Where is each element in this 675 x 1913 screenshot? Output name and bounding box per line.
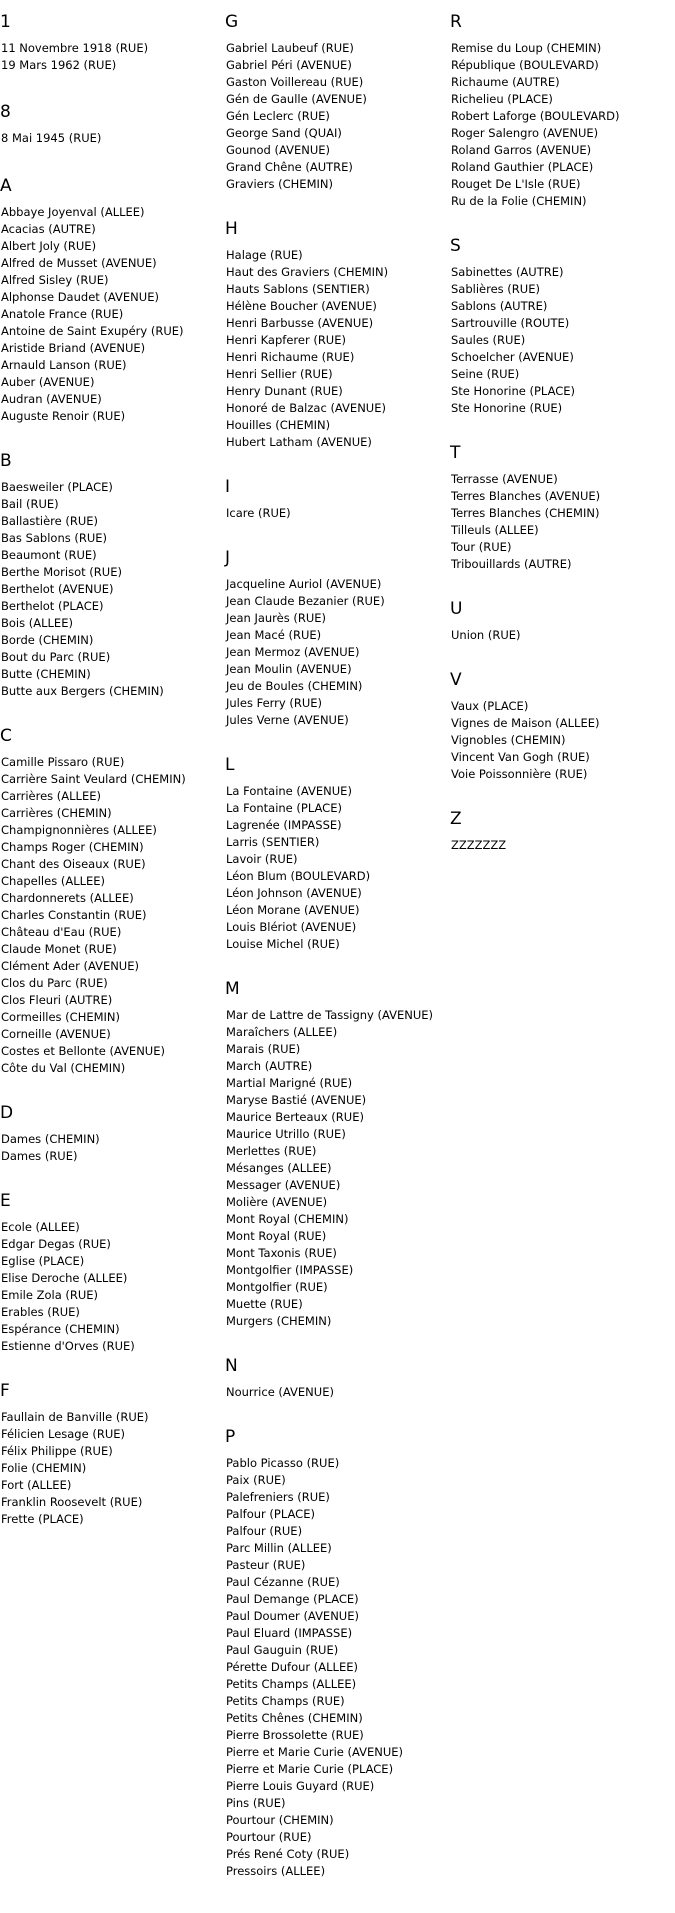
street-link[interactable]: Sablières (RUE) <box>451 282 540 296</box>
street-link[interactable]: Saules (RUE) <box>451 333 526 347</box>
street-link[interactable]: Palfour (RUE) <box>226 1524 303 1538</box>
letter-heading: M <box>225 979 240 999</box>
letter-group <box>0 726 220 1091</box>
street-link[interactable]: Erables (RUE) <box>1 1305 80 1319</box>
street-link[interactable]: ZZZZZZZ <box>451 838 507 852</box>
group-spacer <box>225 193 445 207</box>
street-link[interactable]: Maraîchers (ALLEE) <box>226 1025 338 1039</box>
street-link[interactable]: Halage (RUE) <box>226 248 303 262</box>
street-link[interactable]: Butte (CHEMIN) <box>1 667 91 681</box>
street-link[interactable]: Jean Mermoz (AVENUE) <box>226 645 360 659</box>
group-spacer <box>450 417 670 431</box>
letter-group <box>450 599 670 658</box>
street-link[interactable]: Paix (RUE) <box>226 1473 286 1487</box>
group-spacer <box>225 522 445 536</box>
street-index-column-3 <box>450 0 670 868</box>
street-link[interactable]: Chapelles (ALLEE) <box>1 874 106 888</box>
street-link[interactable]: Marais (RUE) <box>226 1042 301 1056</box>
street-link[interactable]: Martial Marigné (RUE) <box>226 1076 353 1090</box>
street-link[interactable]: Voie Poissonnière (RUE) <box>451 767 588 781</box>
letter-group <box>450 236 670 431</box>
street-link[interactable]: Montgolfier (IMPASSE) <box>226 1263 354 1277</box>
group-spacer <box>450 854 670 868</box>
street-link[interactable]: Gén Leclerc (RUE) <box>226 109 330 123</box>
letter-group <box>0 1381 220 1542</box>
street-link[interactable]: Tilleuls (ALLEE) <box>451 523 539 537</box>
street-link[interactable]: Pins (RUE) <box>226 1796 286 1810</box>
street-link[interactable]: Nourrice (AVENUE) <box>226 1385 334 1399</box>
letter-heading: B <box>0 451 12 471</box>
street-link[interactable]: Auber (AVENUE) <box>1 375 95 389</box>
letter-group <box>225 219 445 465</box>
street-link[interactable]: Mésanges (ALLEE) <box>226 1161 332 1175</box>
street-link[interactable]: Pasteur (RUE) <box>226 1558 306 1572</box>
group-spacer <box>450 210 670 224</box>
street-link[interactable]: Borde (CHEMIN) <box>1 633 94 647</box>
street-link[interactable]: Pierre Brossolette (RUE) <box>226 1728 364 1742</box>
street-link[interactable]: Messager (AVENUE) <box>226 1178 341 1192</box>
group-spacer <box>0 74 220 88</box>
street-link[interactable]: Vignes de Maison (ALLEE) <box>451 716 600 730</box>
street-link[interactable]: Merlettes (RUE) <box>226 1144 317 1158</box>
letter-heading: J <box>225 548 231 568</box>
street-link[interactable]: Château d'Eau (RUE) <box>1 925 122 939</box>
street-link[interactable]: Lavoir (RUE) <box>226 852 298 866</box>
street-link[interactable]: Hubert Latham (AVENUE) <box>226 435 372 449</box>
letter-group <box>450 443 670 587</box>
street-link[interactable]: Pressoirs (ALLEE) <box>226 1864 326 1878</box>
street-list <box>450 837 670 854</box>
street-link[interactable]: Henri Richaume (RUE) <box>226 350 355 364</box>
street-link[interactable]: Champs Roger (CHEMIN) <box>1 840 144 854</box>
street-link[interactable]: Larris (SENTIER) <box>226 835 320 849</box>
street-link[interactable]: Paul Cézanne (RUE) <box>226 1575 340 1589</box>
street-link[interactable]: Haut des Graviers (CHEMIN) <box>226 265 389 279</box>
letter-heading: L <box>225 755 235 775</box>
street-link[interactable]: Icare (RUE) <box>226 506 291 520</box>
street-link[interactable]: Chardonnerets (ALLEE) <box>1 891 134 905</box>
street-list <box>0 130 220 147</box>
street-link[interactable]: Gén de Gaulle (AVENUE) <box>226 92 367 106</box>
street-link[interactable]: Anatole France (RUE) <box>1 307 124 321</box>
street-link[interactable]: Tribouillards (AUTRE) <box>451 557 572 571</box>
street-link[interactable]: Pourtour (RUE) <box>226 1830 312 1844</box>
street-link[interactable]: George Sand (QUAI) <box>226 126 342 140</box>
street-link[interactable]: Vincent Van Gogh (RUE) <box>451 750 590 764</box>
street-link[interactable]: Carrières (CHEMIN) <box>1 806 112 820</box>
street-link[interactable]: Union (RUE) <box>451 628 521 642</box>
street-link[interactable]: Terrasse (AVENUE) <box>451 472 558 486</box>
street-link[interactable]: Robert Laforge (BOULEVARD) <box>451 109 620 123</box>
letter-group <box>225 1356 445 1415</box>
letter-group <box>0 1191 220 1369</box>
street-list <box>0 40 220 74</box>
street-link[interactable]: Cormeilles (CHEMIN) <box>1 1010 121 1024</box>
street-list <box>0 1409 220 1528</box>
group-spacer <box>450 783 670 797</box>
street-link[interactable]: Elise Deroche (ALLEE) <box>1 1271 128 1285</box>
letter-heading: T <box>450 443 461 463</box>
street-link[interactable]: Chant des Oiseaux (RUE) <box>1 857 146 871</box>
letter-heading: F <box>0 1381 10 1401</box>
street-link[interactable]: Alfred de Musset (AVENUE) <box>1 256 157 270</box>
letter-group <box>0 451 220 714</box>
street-link[interactable]: Paul Doumer (AVENUE) <box>226 1609 359 1623</box>
street-link[interactable]: Montgolfier (RUE) <box>226 1280 328 1294</box>
street-link[interactable]: Palefreniers (RUE) <box>226 1490 330 1504</box>
street-link[interactable]: Muette (RUE) <box>226 1297 303 1311</box>
street-link[interactable]: Gabriel Laubeuf (RUE) <box>226 41 354 55</box>
group-spacer <box>0 1355 220 1369</box>
letter-group <box>450 809 670 868</box>
street-link[interactable]: Acacias (AUTRE) <box>1 222 96 236</box>
street-link[interactable]: Jean Macé (RUE) <box>226 628 322 642</box>
street-link[interactable]: Léon Morane (AVENUE) <box>226 903 360 917</box>
street-link[interactable]: Hélène Boucher (AVENUE) <box>226 299 377 313</box>
letter-heading: G <box>225 12 239 32</box>
street-link[interactable]: Sartrouville (ROUTE) <box>451 316 570 330</box>
street-link[interactable]: Ru de la Folie (CHEMIN) <box>451 194 587 208</box>
street-link[interactable]: République (BOULEVARD) <box>451 58 599 72</box>
letter-group <box>225 979 445 1344</box>
street-link[interactable]: Parc Millin (ALLEE) <box>226 1541 332 1555</box>
street-link[interactable]: Frette (PLACE) <box>1 1512 84 1526</box>
letter-group <box>0 12 220 88</box>
street-link[interactable]: 11 Novembre 1918 (RUE) <box>1 41 149 55</box>
letter-heading: C <box>0 726 12 746</box>
letter-group <box>450 670 670 797</box>
street-link[interactable]: Henri Kapferer (RUE) <box>226 333 346 347</box>
letter-group <box>225 477 445 536</box>
street-link[interactable]: Arnauld Lanson (RUE) <box>1 358 127 372</box>
street-link[interactable]: Roger Salengro (AVENUE) <box>451 126 599 140</box>
group-spacer <box>450 644 670 658</box>
street-link[interactable]: La Fontaine (PLACE) <box>226 801 342 815</box>
street-link[interactable]: Petits Champs (RUE) <box>226 1694 345 1708</box>
street-link[interactable]: Fort (ALLEE) <box>1 1478 72 1492</box>
street-list <box>450 471 670 573</box>
street-link[interactable]: Maurice Utrillo (RUE) <box>226 1127 346 1141</box>
street-link[interactable]: Aristide Briand (AVENUE) <box>1 341 146 355</box>
street-link[interactable]: Remise du Loup (CHEMIN) <box>451 41 602 55</box>
street-list <box>0 1219 220 1355</box>
street-index-column-1 <box>0 0 220 1542</box>
street-link[interactable]: Pierre Louis Guyard (RUE) <box>226 1779 375 1793</box>
street-link[interactable]: Clos Fleuri (AUTRE) <box>1 993 113 1007</box>
street-link[interactable]: Berthelot (AVENUE) <box>1 582 114 596</box>
street-link[interactable]: Ecole (ALLEE) <box>1 1220 80 1234</box>
street-link[interactable]: Paul Eluard (IMPASSE) <box>226 1626 353 1640</box>
street-link[interactable]: Graviers (CHEMIN) <box>226 177 333 191</box>
street-link[interactable]: Louis Blériot (AVENUE) <box>226 920 357 934</box>
street-link[interactable]: Bout du Parc (RUE) <box>1 650 111 664</box>
group-spacer <box>0 425 220 439</box>
street-link[interactable]: Pablo Picasso (RUE) <box>226 1456 340 1470</box>
street-link[interactable]: Lagrenée (IMPASSE) <box>226 818 342 832</box>
street-link[interactable]: Jean Claude Bezanier (RUE) <box>226 594 385 608</box>
street-link[interactable]: Gabriel Péri (AVENUE) <box>226 58 352 72</box>
street-link[interactable]: Tour (RUE) <box>451 540 512 554</box>
street-link[interactable]: Petits Chênes (CHEMIN) <box>226 1711 363 1725</box>
street-link[interactable]: Dames (CHEMIN) <box>1 1132 100 1146</box>
street-link[interactable]: Camille Pissaro (RUE) <box>1 755 125 769</box>
street-link[interactable]: Léon Johnson (AVENUE) <box>226 886 362 900</box>
street-link[interactable]: Espérance (CHEMIN) <box>1 1322 120 1336</box>
letter-group <box>225 1427 445 1894</box>
street-list <box>450 627 670 644</box>
letter-group <box>450 12 670 224</box>
street-link[interactable]: Dames (RUE) <box>1 1149 78 1163</box>
street-link[interactable]: Carrière Saint Veulard (CHEMIN) <box>1 772 186 786</box>
street-list <box>225 783 445 953</box>
group-spacer <box>225 953 445 967</box>
street-link[interactable]: Louise Michel (RUE) <box>226 937 340 951</box>
letter-group <box>0 1103 220 1179</box>
street-link[interactable]: Seine (RUE) <box>451 367 520 381</box>
street-link[interactable]: Beaumont (RUE) <box>1 548 97 562</box>
street-link[interactable]: Rouget De L'Isle (RUE) <box>451 177 581 191</box>
street-link[interactable]: Gounod (AVENUE) <box>226 143 331 157</box>
street-link[interactable]: Schoelcher (AVENUE) <box>451 350 574 364</box>
street-link[interactable]: Jules Ferry (RUE) <box>226 696 323 710</box>
street-link[interactable]: Côte du Val (CHEMIN) <box>1 1061 126 1075</box>
street-link[interactable]: Maryse Bastié (AVENUE) <box>226 1093 367 1107</box>
street-link[interactable]: Butte aux Bergers (CHEMIN) <box>1 684 164 698</box>
street-link[interactable]: Pierre et Marie Curie (PLACE) <box>226 1762 394 1776</box>
street-link[interactable]: Vaux (PLACE) <box>451 699 529 713</box>
street-link[interactable]: Clos du Parc (RUE) <box>1 976 108 990</box>
street-link[interactable]: Franklin Roosevelt (RUE) <box>1 1495 143 1509</box>
street-link[interactable]: Richaume (AUTRE) <box>451 75 560 89</box>
group-spacer <box>0 1077 220 1091</box>
group-spacer <box>225 1880 445 1894</box>
street-link[interactable]: Pierre et Marie Curie (AVENUE) <box>226 1745 404 1759</box>
letter-heading: 8 <box>0 102 11 122</box>
street-link[interactable]: Bail (RUE) <box>1 497 59 511</box>
street-link[interactable]: Mont Taxonis (RUE) <box>226 1246 337 1260</box>
street-link[interactable]: Gaston Voillereau (RUE) <box>226 75 364 89</box>
street-link[interactable]: Pourtour (CHEMIN) <box>226 1813 334 1827</box>
street-list <box>0 1131 220 1165</box>
letter-heading: E <box>0 1191 11 1211</box>
street-link[interactable]: Maurice Berteaux (RUE) <box>226 1110 364 1124</box>
street-link[interactable]: Emile Zola (RUE) <box>1 1288 99 1302</box>
street-link[interactable]: 8 Mai 1945 (RUE) <box>1 131 102 145</box>
letter-heading: D <box>0 1103 14 1123</box>
street-link[interactable]: Eglise (PLACE) <box>1 1254 85 1268</box>
street-link[interactable]: Berthe Morisot (RUE) <box>1 565 122 579</box>
street-link[interactable]: Antoine de Saint Exupéry (RUE) <box>1 324 184 338</box>
street-link[interactable]: Bois (ALLEE) <box>1 616 73 630</box>
street-link[interactable]: Jean Jaurès (RUE) <box>226 611 327 625</box>
street-link[interactable]: Ste Honorine (PLACE) <box>451 384 576 398</box>
street-list <box>225 247 445 451</box>
street-list <box>450 40 670 210</box>
letter-group <box>225 548 445 743</box>
street-list <box>0 479 220 700</box>
street-link[interactable]: Edgar Degas (RUE) <box>1 1237 111 1251</box>
street-link[interactable]: Ste Honorine (RUE) <box>451 401 563 415</box>
letter-heading: U <box>450 599 463 619</box>
group-spacer <box>225 1401 445 1415</box>
street-link[interactable]: Petits Champs (ALLEE) <box>226 1677 357 1691</box>
street-link[interactable]: Terres Blanches (CHEMIN) <box>451 506 600 520</box>
street-link[interactable]: Champignonnières (ALLEE) <box>1 823 157 837</box>
street-list <box>450 698 670 783</box>
group-spacer <box>0 147 220 161</box>
street-link[interactable]: Prés René Coty (RUE) <box>226 1847 350 1861</box>
street-link[interactable]: Baesweiler (PLACE) <box>1 480 113 494</box>
group-spacer <box>225 729 445 743</box>
street-link[interactable]: Murgers (CHEMIN) <box>226 1314 332 1328</box>
street-list <box>225 576 445 729</box>
letter-heading: V <box>450 670 462 690</box>
street-link[interactable]: Houilles (CHEMIN) <box>226 418 331 432</box>
street-link[interactable]: Richelieu (PLACE) <box>451 92 553 106</box>
street-link[interactable]: Jacqueline Auriol (AVENUE) <box>226 577 382 591</box>
street-link[interactable]: Félix Philippe (RUE) <box>1 1444 113 1458</box>
street-list <box>0 754 220 1077</box>
street-list <box>225 1455 445 1880</box>
street-index-column-2 <box>225 0 445 1894</box>
street-link[interactable]: Jules Verne (AVENUE) <box>226 713 349 727</box>
street-link[interactable]: Hauts Sablons (SENTIER) <box>226 282 370 296</box>
street-link[interactable]: Bas Sablons (RUE) <box>1 531 108 545</box>
letter-heading: P <box>225 1427 236 1447</box>
street-link[interactable]: Vignobles (CHEMIN) <box>451 733 566 747</box>
group-spacer <box>450 573 670 587</box>
letter-group <box>0 102 220 161</box>
letter-heading: 1 <box>0 12 11 32</box>
street-link[interactable]: Costes et Bellonte (AVENUE) <box>1 1044 165 1058</box>
street-link[interactable]: Abbaye Joyenval (ALLEE) <box>1 205 145 219</box>
street-link[interactable]: Alfred Sisley (RUE) <box>1 273 109 287</box>
street-link[interactable]: March (AUTRE) <box>226 1059 313 1073</box>
street-link[interactable]: Estienne d'Orves (RUE) <box>1 1339 135 1353</box>
letter-heading: H <box>225 219 238 239</box>
letter-group <box>225 12 445 207</box>
letter-heading: R <box>450 12 462 32</box>
street-link[interactable]: Mont Royal (RUE) <box>226 1229 327 1243</box>
street-link[interactable]: Henry Dunant (RUE) <box>226 384 343 398</box>
street-link[interactable]: La Fontaine (AVENUE) <box>226 784 352 798</box>
street-link[interactable]: Félicien Lesage (RUE) <box>1 1427 125 1441</box>
street-list <box>225 1384 445 1401</box>
street-link[interactable]: Henri Sellier (RUE) <box>226 367 333 381</box>
letter-heading: S <box>450 236 461 256</box>
street-link[interactable]: Folie (CHEMIN) <box>1 1461 87 1475</box>
street-link[interactable]: Charles Constantin (RUE) <box>1 908 147 922</box>
street-link[interactable]: Berthelot (PLACE) <box>1 599 104 613</box>
street-link[interactable]: Jean Moulin (AVENUE) <box>226 662 352 676</box>
street-list <box>0 204 220 425</box>
letter-heading: N <box>225 1356 238 1376</box>
street-link[interactable]: Paul Gauguin (RUE) <box>226 1643 339 1657</box>
street-list <box>225 40 445 193</box>
street-link[interactable]: Auguste Renoir (RUE) <box>1 409 126 423</box>
street-link[interactable]: Mar de Lattre de Tassigny (AVENUE) <box>226 1008 434 1022</box>
street-link[interactable]: Palfour (PLACE) <box>226 1507 315 1521</box>
group-spacer <box>0 1528 220 1542</box>
street-link[interactable]: Corneille (AVENUE) <box>1 1027 111 1041</box>
street-link[interactable]: Faullain de Banville (RUE) <box>1 1410 149 1424</box>
street-link[interactable]: Clément Ader (AVENUE) <box>1 959 139 973</box>
letter-heading: Z <box>450 809 462 829</box>
street-link[interactable]: Grand Chêne (AUTRE) <box>226 160 353 174</box>
street-list <box>225 1007 445 1330</box>
street-link[interactable]: Roland Garros (AVENUE) <box>451 143 592 157</box>
street-link[interactable]: Terres Blanches (AVENUE) <box>451 489 601 503</box>
group-spacer <box>225 1330 445 1344</box>
street-link[interactable]: Honoré de Balzac (AVENUE) <box>226 401 386 415</box>
street-list <box>225 505 445 522</box>
letter-group <box>225 755 445 967</box>
street-link[interactable]: Roland Gauthier (PLACE) <box>451 160 594 174</box>
street-link[interactable]: Audran (AVENUE) <box>1 392 102 406</box>
street-link[interactable]: Pérette Dufour (ALLEE) <box>226 1660 358 1674</box>
street-link[interactable]: 19 Mars 1962 (RUE) <box>1 58 117 72</box>
street-link[interactable]: Carrières (ALLEE) <box>1 789 101 803</box>
street-list <box>450 264 670 417</box>
group-spacer <box>225 451 445 465</box>
letter-heading: A <box>0 176 12 196</box>
street-link[interactable]: Sabinettes (AUTRE) <box>451 265 564 279</box>
letter-group <box>0 176 220 439</box>
group-spacer <box>0 1165 220 1179</box>
street-link[interactable]: Jeu de Boules (CHEMIN) <box>226 679 363 693</box>
street-link[interactable]: Léon Blum (BOULEVARD) <box>226 869 371 883</box>
street-link[interactable]: Sablons (AUTRE) <box>451 299 548 313</box>
street-link[interactable]: Paul Demange (PLACE) <box>226 1592 359 1606</box>
street-link[interactable]: Albert Joly (RUE) <box>1 239 97 253</box>
street-link[interactable]: Alphonse Daudet (AVENUE) <box>1 290 159 304</box>
street-link[interactable]: Mont Royal (CHEMIN) <box>226 1212 349 1226</box>
group-spacer <box>0 700 220 714</box>
street-link[interactable]: Henri Barbusse (AVENUE) <box>226 316 374 330</box>
street-link[interactable]: Molière (AVENUE) <box>226 1195 328 1209</box>
letter-heading: I <box>225 477 231 497</box>
street-link[interactable]: Claude Monet (RUE) <box>1 942 117 956</box>
street-link[interactable]: Ballastière (RUE) <box>1 514 98 528</box>
